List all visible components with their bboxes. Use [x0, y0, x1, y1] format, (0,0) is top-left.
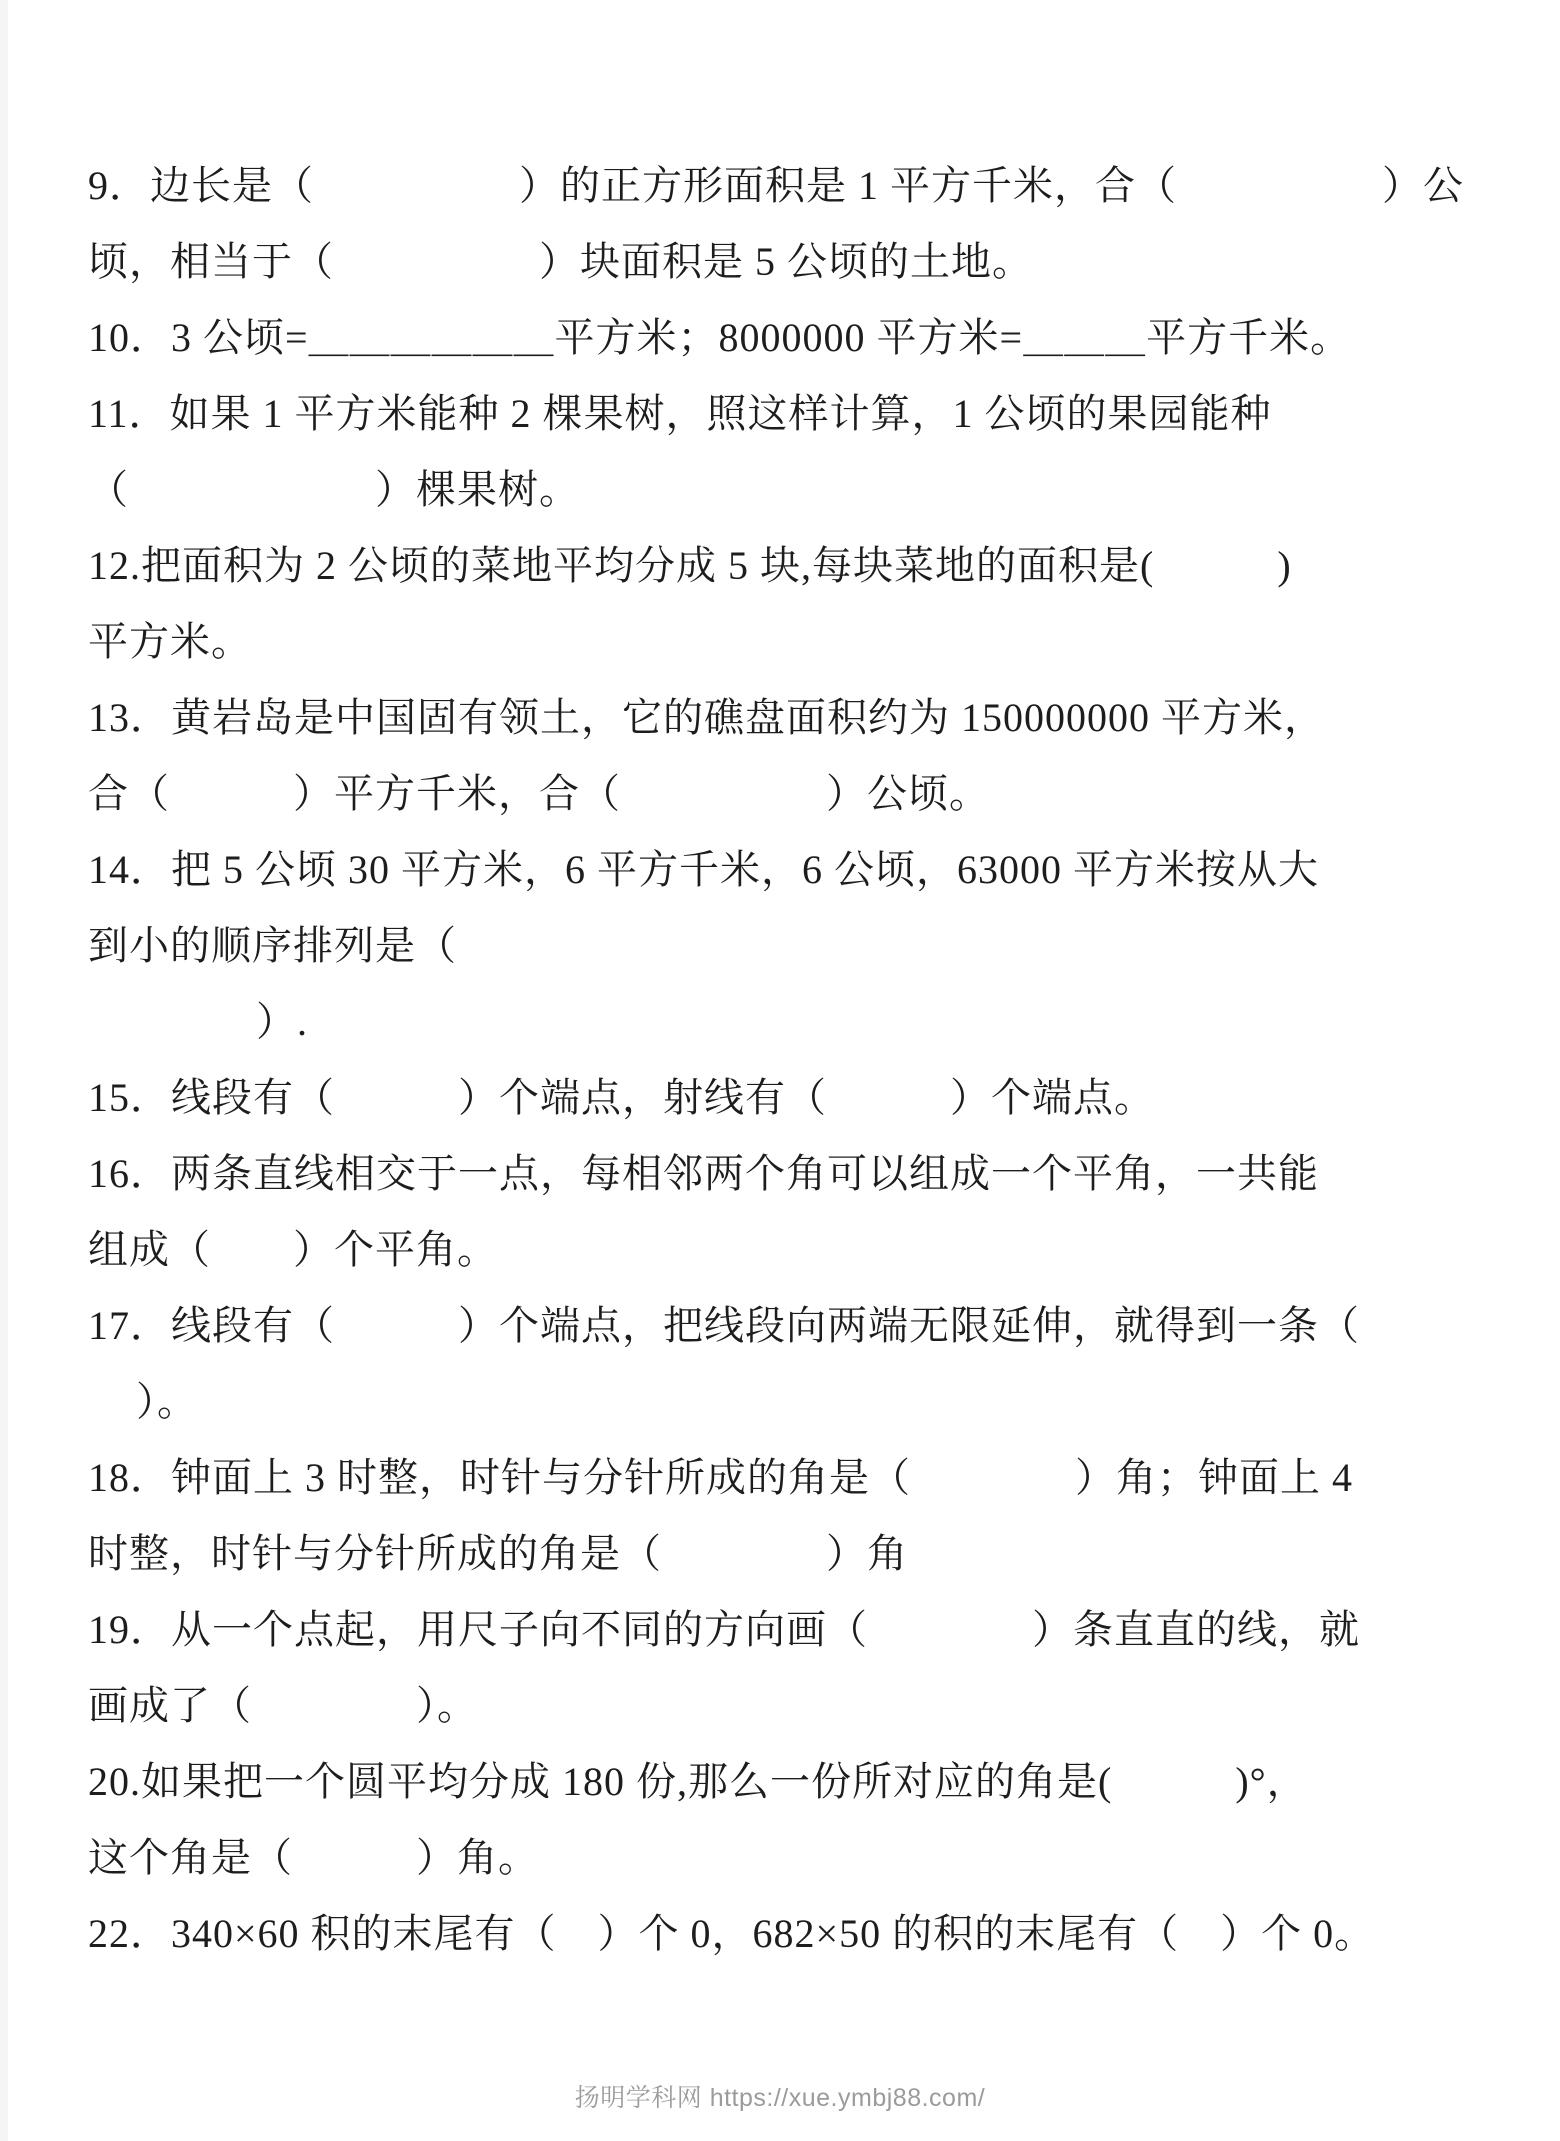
question-line: 12.把面积为 2 公顷的菜地平均分成 5 块,每块菜地的面积是( )	[88, 543, 1292, 588]
question-line: 22．340×60 积的末尾有（ ）个 0，682×50 的积的末尾有（ ）个 0。	[88, 1911, 1376, 1956]
question-line: 时整，时针与分针所成的角是（ ）角	[88, 1531, 908, 1576]
question-line: 20.如果把一个圆平均分成 180 份,那么一份所对应的角是( )°，	[88, 1759, 1308, 1804]
scan-page-edge	[0, 0, 8, 2141]
question-line: 14．把 5 公顷 30 平方米，6 平方千米，6 公顷，63000 平方米按从大	[88, 847, 1319, 892]
question-line: 18．钟面上 3 时整，时针与分针所成的角是（ ）角；钟面上 4	[88, 1455, 1353, 1500]
question-line: 10．3 公顷=＿＿＿＿＿＿平方米；8000000 平方米=＿＿＿平方千米。	[88, 315, 1352, 360]
question-line: 顷，相当于（ ）块面积是 5 公顷的土地。	[88, 239, 1033, 284]
question-line: ）。	[136, 1379, 198, 1424]
question-line: 组成（ ）个平角。	[88, 1227, 498, 1272]
question-line: （ ）棵果树。	[88, 467, 580, 512]
question-line: 11．如果 1 平方米能种 2 棵果树，照这样计算，1 公顷的果园能种	[88, 391, 1272, 436]
question-line: 这个角是（ ）角。	[88, 1835, 539, 1880]
question-line: 19．从一个点起，用尺子向不同的方向画（ ）条直直的线，就	[88, 1607, 1360, 1652]
question-line: 16．两条直线相交于一点，每相邻两个角可以组成一个平角，一共能	[88, 1151, 1319, 1196]
question-line: 平方米。	[88, 619, 252, 664]
question-line: 合（ ）平方千米，合（ ）公顷。	[88, 771, 990, 816]
question-line: 画成了（ ）。	[88, 1683, 478, 1728]
question-line: 17．线段有（ ）个端点，把线段向两端无限延伸，就得到一条（	[88, 1303, 1360, 1348]
question-line: ）.	[256, 999, 308, 1044]
question-line: 到小的顺序排列是（	[88, 923, 457, 968]
question-line: 15．线段有（ ）个端点，射线有（ ）个端点。	[88, 1075, 1155, 1120]
worksheet-body	[88, 148, 1512, 1972]
question-line: 9．边长是（ ）的正方形面积是 1 平方千米，合（ ）公	[88, 163, 1464, 208]
question-line: 13．黄岩岛是中国固有领土，它的礁盘面积约为 150000000 平方米，	[88, 695, 1325, 740]
footer-watermark: 扬明学科网 https://xue.ymbj88.com/	[574, 2084, 986, 2112]
